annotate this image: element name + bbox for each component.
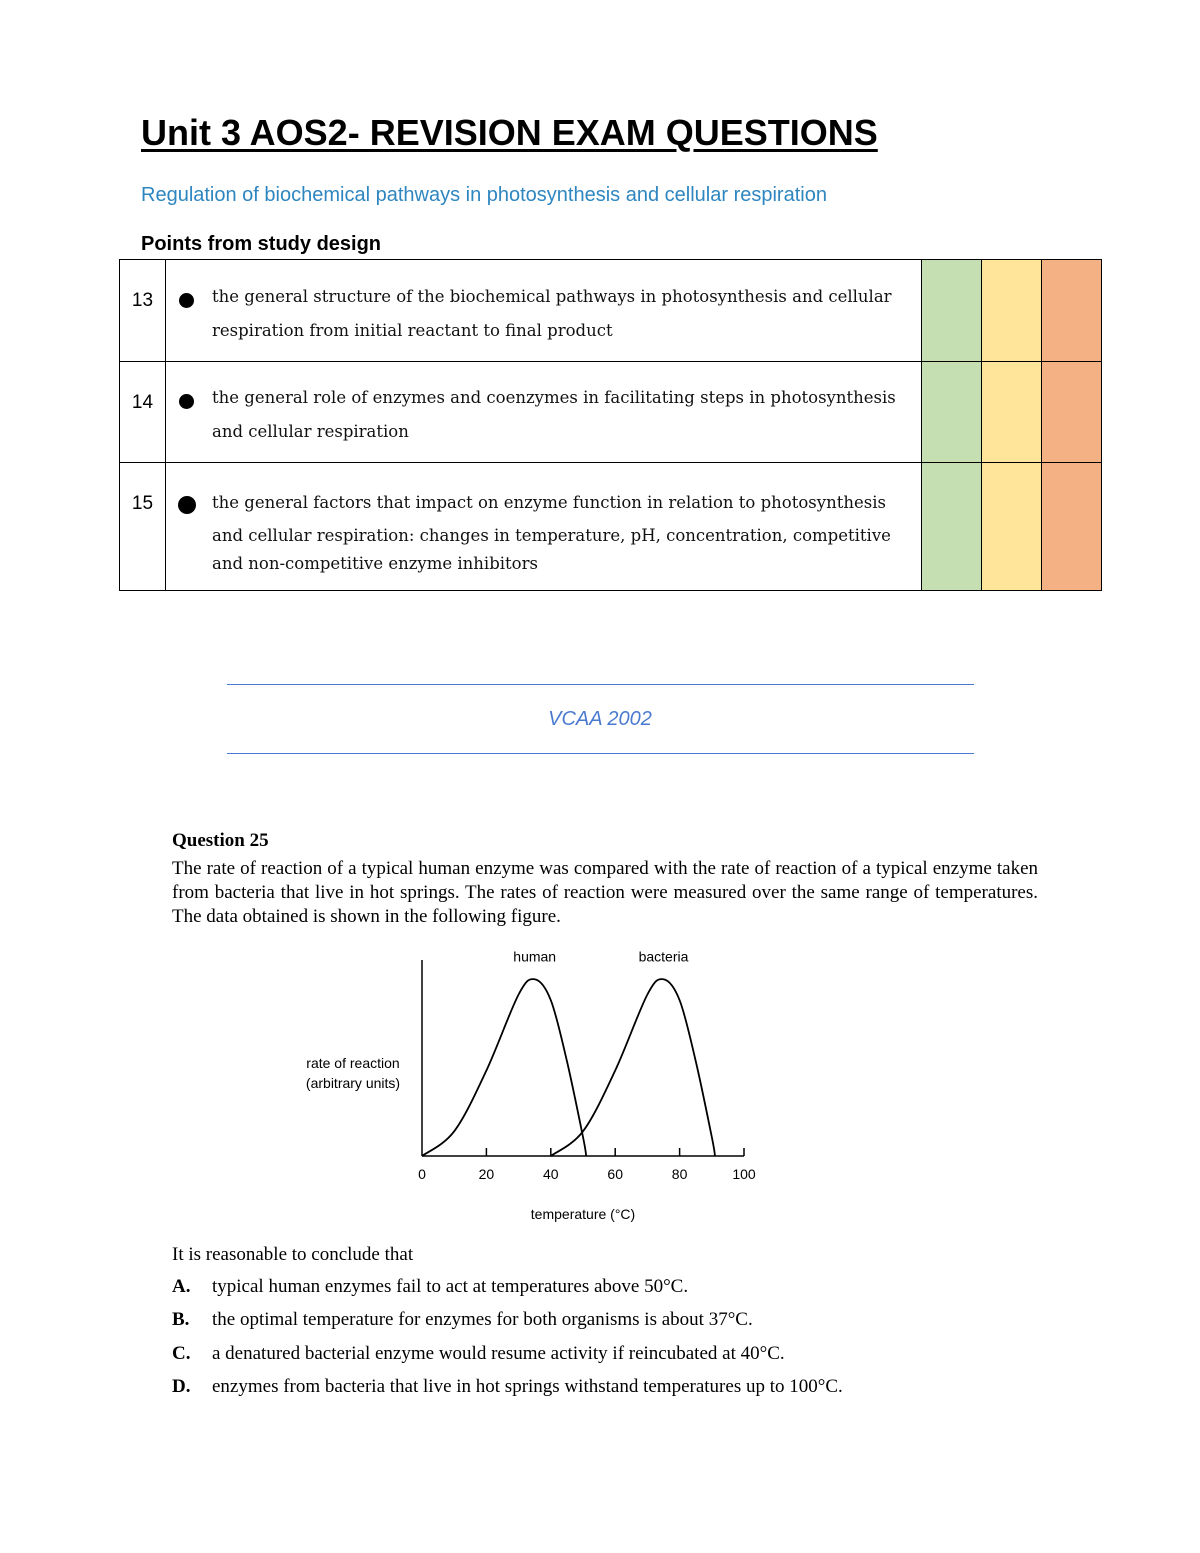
option-a[interactable] — [172, 1276, 688, 1298]
series-label-human: human — [513, 950, 557, 965]
study-point-number: 14 — [120, 362, 166, 463]
chart-labels — [306, 950, 756, 1222]
series-label-bacteria: bacteria — [638, 950, 689, 965]
option-text: typical human enzymes fail to act at temperatures above 50°C. — [212, 1276, 689, 1297]
rating-yellow-box[interactable] — [982, 362, 1042, 463]
study-point-line: and cellular respiration — [212, 422, 409, 441]
question-prompt: It is reasonable to conclude that — [172, 1244, 414, 1265]
bullet-icon — [179, 394, 194, 409]
option-d[interactable] — [172, 1376, 843, 1398]
option-letter: B. — [172, 1309, 190, 1330]
page-title: Unit 3 AOS2- REVISION EXAM QUESTIONS — [141, 112, 878, 153]
x-tick-label: 20 — [478, 1166, 495, 1182]
option-c[interactable] — [172, 1343, 785, 1365]
option-text: the optimal temperature for enzymes for both organisms is about 37°C. — [212, 1309, 753, 1330]
study-point-line: and cellular respiration: changes in temperature, pH, concentration, competitive — [212, 526, 891, 545]
x-tick-label: 60 — [607, 1166, 623, 1182]
study-point-line: the general role of enzymes and coenzymes in facilitating steps in photosynthesis — [212, 388, 896, 407]
option-text: a denatured bacterial enzyme would resume activity if reincubated at 40°C. — [212, 1343, 785, 1364]
option-letter: D. — [172, 1376, 191, 1397]
x-axis-label: temperature (°C) — [530, 1206, 636, 1222]
x-tick-label: 0 — [418, 1166, 426, 1182]
study-point-line: and non-competitive enzyme inhibitors — [212, 554, 538, 573]
enzyme-rate-chart — [280, 950, 780, 1235]
curve-bacteria — [551, 979, 715, 1156]
option-text: enzymes from bacteria that live in hot springs withstand temperatures up to 100°C. — [212, 1376, 843, 1397]
curve-human — [422, 979, 586, 1156]
option-b[interactable] — [172, 1309, 753, 1331]
rating-green-box[interactable] — [922, 463, 982, 591]
study-point-row — [120, 362, 1102, 463]
divider-top — [227, 684, 974, 685]
study-point-row — [120, 260, 1102, 362]
study-point-line: the general factors that impact on enzyme function in relation to photosynthesis — [212, 493, 886, 512]
y-axis-label: rate of reaction — [306, 1055, 400, 1071]
study-point-text-cell — [166, 260, 922, 362]
rating-green-box[interactable] — [922, 260, 982, 362]
bullet-icon — [178, 496, 196, 514]
divider-bottom — [227, 753, 974, 754]
study-point-line: respiration from initial reactant to final product — [212, 321, 613, 340]
rating-orange-box[interactable] — [1042, 362, 1102, 463]
x-tick-label: 80 — [671, 1166, 688, 1182]
x-tick-label: 40 — [543, 1166, 559, 1182]
question-text: The rate of reaction of a typical human enzyme was compared with the rate of reaction of a typical enzyme taken from bacteria that live in hot springs. The rates of reaction were measured over the same range of temperatures. The data obtained is shown in the following figure. — [172, 858, 1038, 927]
x-tick-label: 100 — [732, 1166, 756, 1182]
option-letter: A. — [172, 1276, 191, 1297]
y-axis-label: (arbitrary units) — [305, 1075, 401, 1091]
study-point-line: the general structure of the biochemical pathways in photosynthesis and cellular — [212, 287, 892, 306]
chart-curves — [422, 979, 715, 1156]
question-heading: Question 25 — [172, 830, 269, 851]
bullet-icon — [179, 293, 194, 308]
option-letter: C. — [172, 1343, 191, 1364]
points-heading: Points from study design — [141, 233, 382, 255]
study-point-number: 13 — [120, 260, 166, 362]
rating-yellow-box[interactable] — [982, 463, 1042, 591]
study-point-text-cell — [166, 463, 922, 591]
study-point-number: 15 — [120, 463, 166, 591]
rating-orange-box[interactable] — [1042, 260, 1102, 362]
rating-green-box[interactable] — [922, 362, 982, 463]
study-point-row — [120, 463, 1102, 591]
rating-orange-box[interactable] — [1042, 463, 1102, 591]
study-design-table — [119, 259, 1102, 591]
section-label: VCAA 2002 — [548, 708, 652, 730]
rating-yellow-box[interactable] — [982, 260, 1042, 362]
study-point-text-cell — [166, 362, 922, 463]
page-subtitle: Regulation of biochemical pathways in photosynthesis and cellular respiration — [141, 184, 827, 206]
